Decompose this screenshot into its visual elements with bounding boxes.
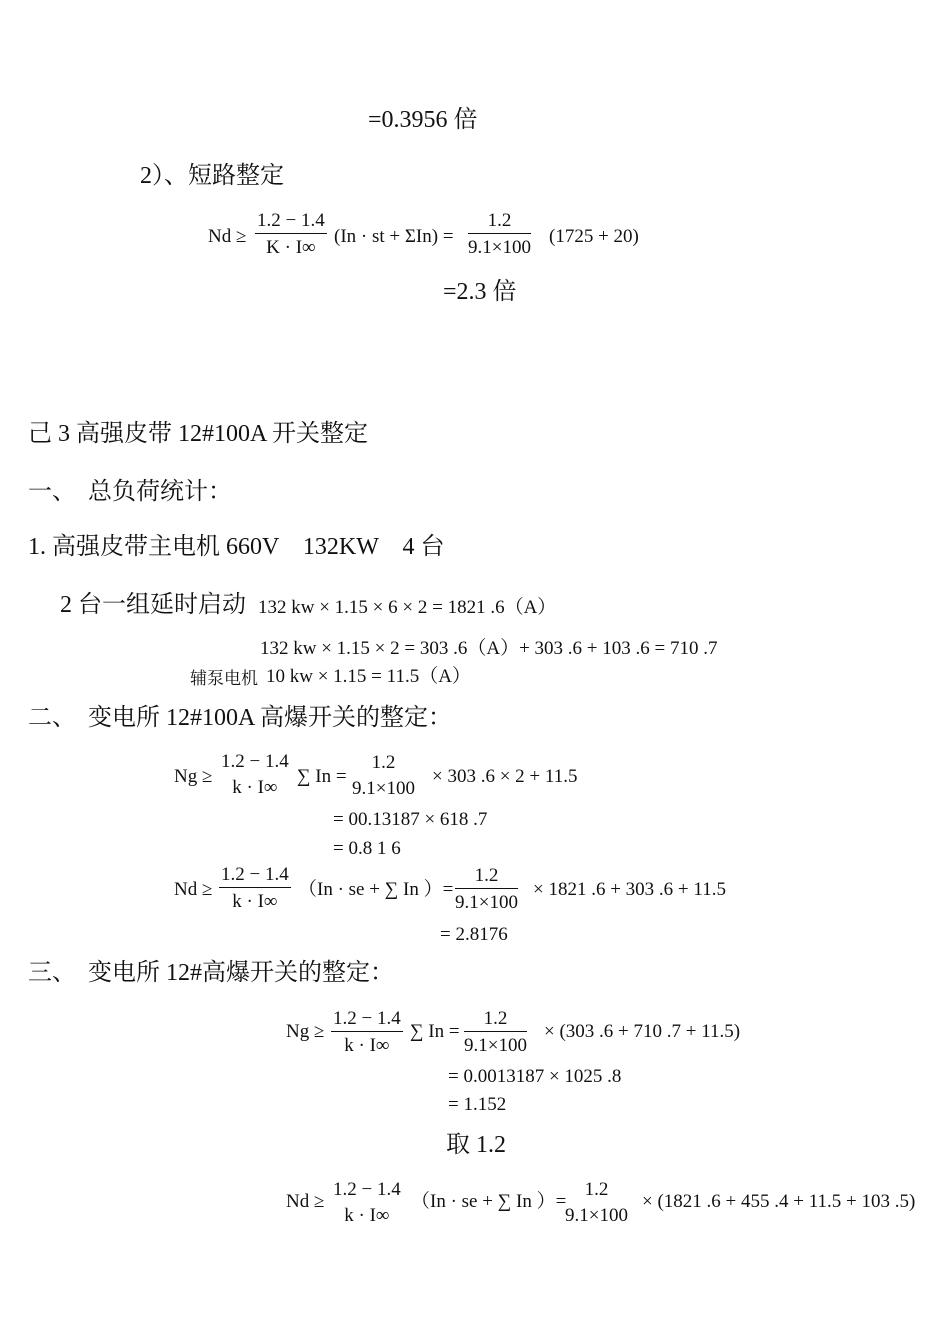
s3-nd-numerator: 1.2 − 1.4 bbox=[333, 1179, 401, 1200]
aux-pump-label: 辅泵电机 bbox=[190, 669, 258, 688]
eq1-numerator: 1.2 − 1.4 bbox=[255, 211, 327, 234]
s3-nd-denominator-2: 9.1×100 bbox=[565, 1205, 628, 1226]
heading-section-3: 三、 变电所 12#高爆开关的整定： bbox=[28, 960, 394, 986]
s2-ng-fraction-1 bbox=[219, 752, 291, 797]
s2-nd-line-2: = 2.8176 bbox=[440, 924, 508, 945]
s3-ng-fraction-1 bbox=[331, 1009, 403, 1055]
s3-nd-fraction-2 bbox=[565, 1180, 628, 1225]
s3-nd-rhs: × (1821 .6 + 455 .4 + 11.5 + 103 .5) bbox=[642, 1191, 916, 1212]
s3-nd-denominator: k · I∞ bbox=[344, 1205, 390, 1226]
s2-ng-numerator-2: 1.2 bbox=[371, 752, 396, 773]
calc-aux-current: 10 kw × 1.15 = 11.5（A） bbox=[266, 666, 471, 687]
s2-nd-numerator: 1.2 − 1.4 bbox=[219, 865, 291, 888]
eq1-denominator: K · I∞ bbox=[266, 237, 316, 258]
s2-nd-fraction-2 bbox=[455, 866, 518, 912]
s2-nd-rhs: × 1821 .6 + 303 .6 + 11.5 bbox=[533, 879, 726, 900]
eq1-lhs: Nd ≥ bbox=[208, 226, 247, 247]
heading-load-stats: 一、 总负荷统计： bbox=[28, 479, 232, 505]
s2-nd-fraction-1 bbox=[219, 865, 291, 911]
s3-ng-numerator: 1.2 − 1.4 bbox=[331, 1009, 403, 1032]
s2-ng-lhs: Ng ≥ bbox=[174, 766, 213, 787]
s3-ng-rhs: × (303 .6 + 710 .7 + 11.5) bbox=[544, 1021, 741, 1042]
calc-total-current: 132 kw × 1.15 × 6 × 2 = 1821 .6（A） bbox=[258, 597, 557, 618]
s3-ng-middle: ∑ In = bbox=[410, 1021, 460, 1042]
eq1-fraction-2 bbox=[468, 211, 531, 257]
s3-ng-fraction-2 bbox=[464, 1009, 527, 1055]
s2-ng-line-2: = 00.13187 × 618 .7 bbox=[333, 809, 488, 830]
s3-ng-line-3: = 1.152 bbox=[448, 1094, 507, 1115]
eq1-numerator-2: 1.2 bbox=[468, 211, 531, 234]
s3-ng-lhs: Ng ≥ bbox=[286, 1021, 325, 1042]
s3-ng-line-2: = 0.0013187 × 1025 .8 bbox=[448, 1066, 622, 1087]
s2-ng-denominator: k · I∞ bbox=[232, 777, 278, 798]
s3-nd-middle: （In · se + ∑ In ）= bbox=[411, 1191, 567, 1212]
calc-group-current: 132 kw × 1.15 × 2 = 303 .6（A）+ 303 .6 + 103 .6 = 710 .7 bbox=[260, 638, 718, 659]
short-circuit-heading: 2）、短路整定 bbox=[140, 163, 284, 189]
s3-nd-lhs: Nd ≥ bbox=[286, 1191, 325, 1212]
s3-ng-denominator-2: 9.1×100 bbox=[464, 1035, 527, 1056]
s2-ng-numerator: 1.2 − 1.4 bbox=[221, 751, 289, 772]
s2-ng-rhs: × 303 .6 × 2 + 11.5 bbox=[432, 766, 578, 787]
eq1-middle: (In · st + ΣIn) = bbox=[334, 226, 454, 247]
eq1-fraction-1 bbox=[255, 211, 327, 257]
eq1-denominator-2: 9.1×100 bbox=[468, 237, 531, 258]
s3-nd-numerator-2: 1.2 bbox=[584, 1179, 609, 1200]
result-ratio-1: =0.3956 倍 bbox=[368, 107, 478, 133]
s2-nd-denominator-2: 9.1×100 bbox=[455, 892, 518, 913]
s2-ng-middle: ∑ In = bbox=[297, 766, 347, 787]
s2-nd-middle: （In · se + ∑ In ）= bbox=[298, 879, 454, 900]
eq1-rhs: (1725 + 20) bbox=[549, 226, 639, 247]
s3-ng-numerator-2: 1.2 bbox=[464, 1009, 527, 1032]
s2-nd-denominator: k · I∞ bbox=[232, 891, 278, 912]
s2-ng-fraction-2 bbox=[352, 753, 415, 798]
heading-section-2: 二、 变电所 12#100A 高爆开关的整定： bbox=[28, 705, 453, 731]
section-title: 己 3 高强皮带 12#100A 开关整定 bbox=[28, 421, 369, 447]
item-delayed-start: 2 台一组延时启动 bbox=[60, 592, 246, 618]
s3-ng-denominator: k · I∞ bbox=[344, 1035, 390, 1056]
s3-nd-fraction-1 bbox=[331, 1180, 403, 1225]
take-value: 取 1.2 bbox=[446, 1132, 506, 1158]
result-ratio-2: =2.3 倍 bbox=[443, 279, 517, 305]
s2-ng-denominator-2: 9.1×100 bbox=[352, 778, 415, 799]
s2-nd-lhs: Nd ≥ bbox=[174, 879, 213, 900]
item-main-motor: 1. 高强皮带主电机 660V 132KW 4 台 bbox=[28, 534, 445, 560]
s2-ng-line-3: = 0.8 1 6 bbox=[333, 838, 401, 859]
s2-nd-numerator-2: 1.2 bbox=[455, 866, 518, 889]
